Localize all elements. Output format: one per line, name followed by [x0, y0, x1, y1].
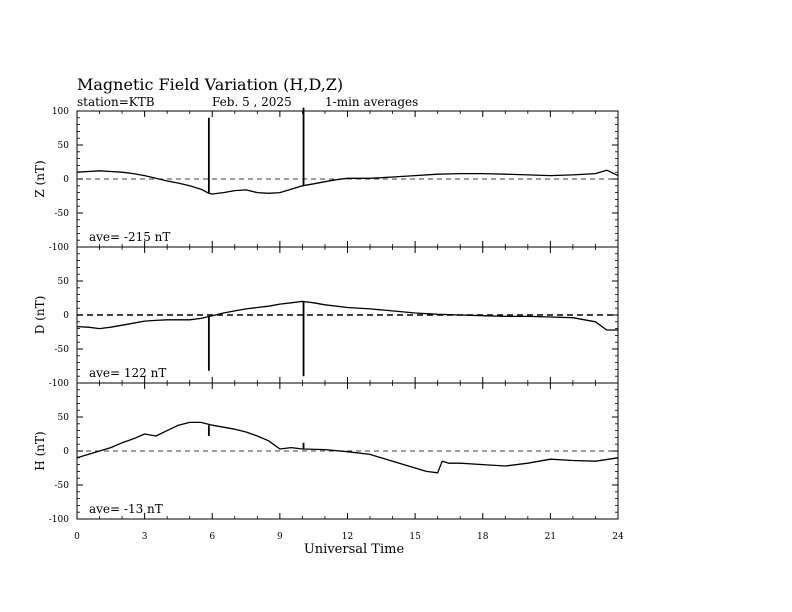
station-label: station=KTB [77, 95, 155, 109]
y-tick-label: -100 [48, 243, 69, 253]
y-tick-label: -50 [54, 209, 69, 219]
y-tick-label: 0 [63, 175, 69, 185]
y-tick-label: -50 [54, 345, 69, 355]
date-label: Feb. 5 , 2025 [212, 95, 292, 109]
x-tick-label: 18 [477, 532, 489, 542]
x-tick-label: 3 [141, 532, 148, 542]
average-label: ave= -215 nT [89, 230, 171, 244]
y-tick-label: 0 [63, 311, 69, 321]
y-tick-label: 100 [51, 107, 69, 117]
panels-group [33, 107, 618, 525]
panel-z [33, 107, 618, 253]
x-tick-label: 21 [544, 532, 557, 542]
y-axis-label: H (nT) [33, 431, 47, 471]
y-axis-label: Z (nT) [33, 160, 47, 198]
y-axis-label: D (nT) [33, 295, 47, 335]
series-line-h [77, 422, 618, 472]
y-tick-label: -100 [48, 515, 69, 525]
x-tick-label: 15 [409, 532, 421, 542]
y-tick-label: 50 [57, 141, 69, 151]
y-tick-label: 0 [63, 447, 69, 457]
x-axis [74, 532, 624, 542]
y-tick-label: -100 [48, 379, 69, 389]
panel-d [33, 247, 618, 389]
x-axis-label: Universal Time [303, 542, 405, 557]
y-tick-label: 50 [57, 413, 69, 423]
x-tick-label: 6 [209, 532, 216, 542]
y-tick-label: 50 [57, 277, 69, 287]
x-tick-label: 12 [341, 532, 354, 542]
y-tick-label: -50 [54, 481, 69, 491]
series-line-z [77, 170, 618, 194]
x-tick-label: 0 [74, 532, 80, 542]
averaging-label: 1-min averages [325, 95, 419, 109]
average-label: ave= 122 nT [89, 366, 167, 380]
x-tick-label: 9 [277, 532, 283, 542]
chart-title: Magnetic Field Variation (H,D,Z) [77, 75, 344, 94]
x-tick-label: 24 [612, 532, 624, 542]
panel-h [33, 383, 618, 525]
average-label: ave= -13 nT [89, 502, 163, 516]
